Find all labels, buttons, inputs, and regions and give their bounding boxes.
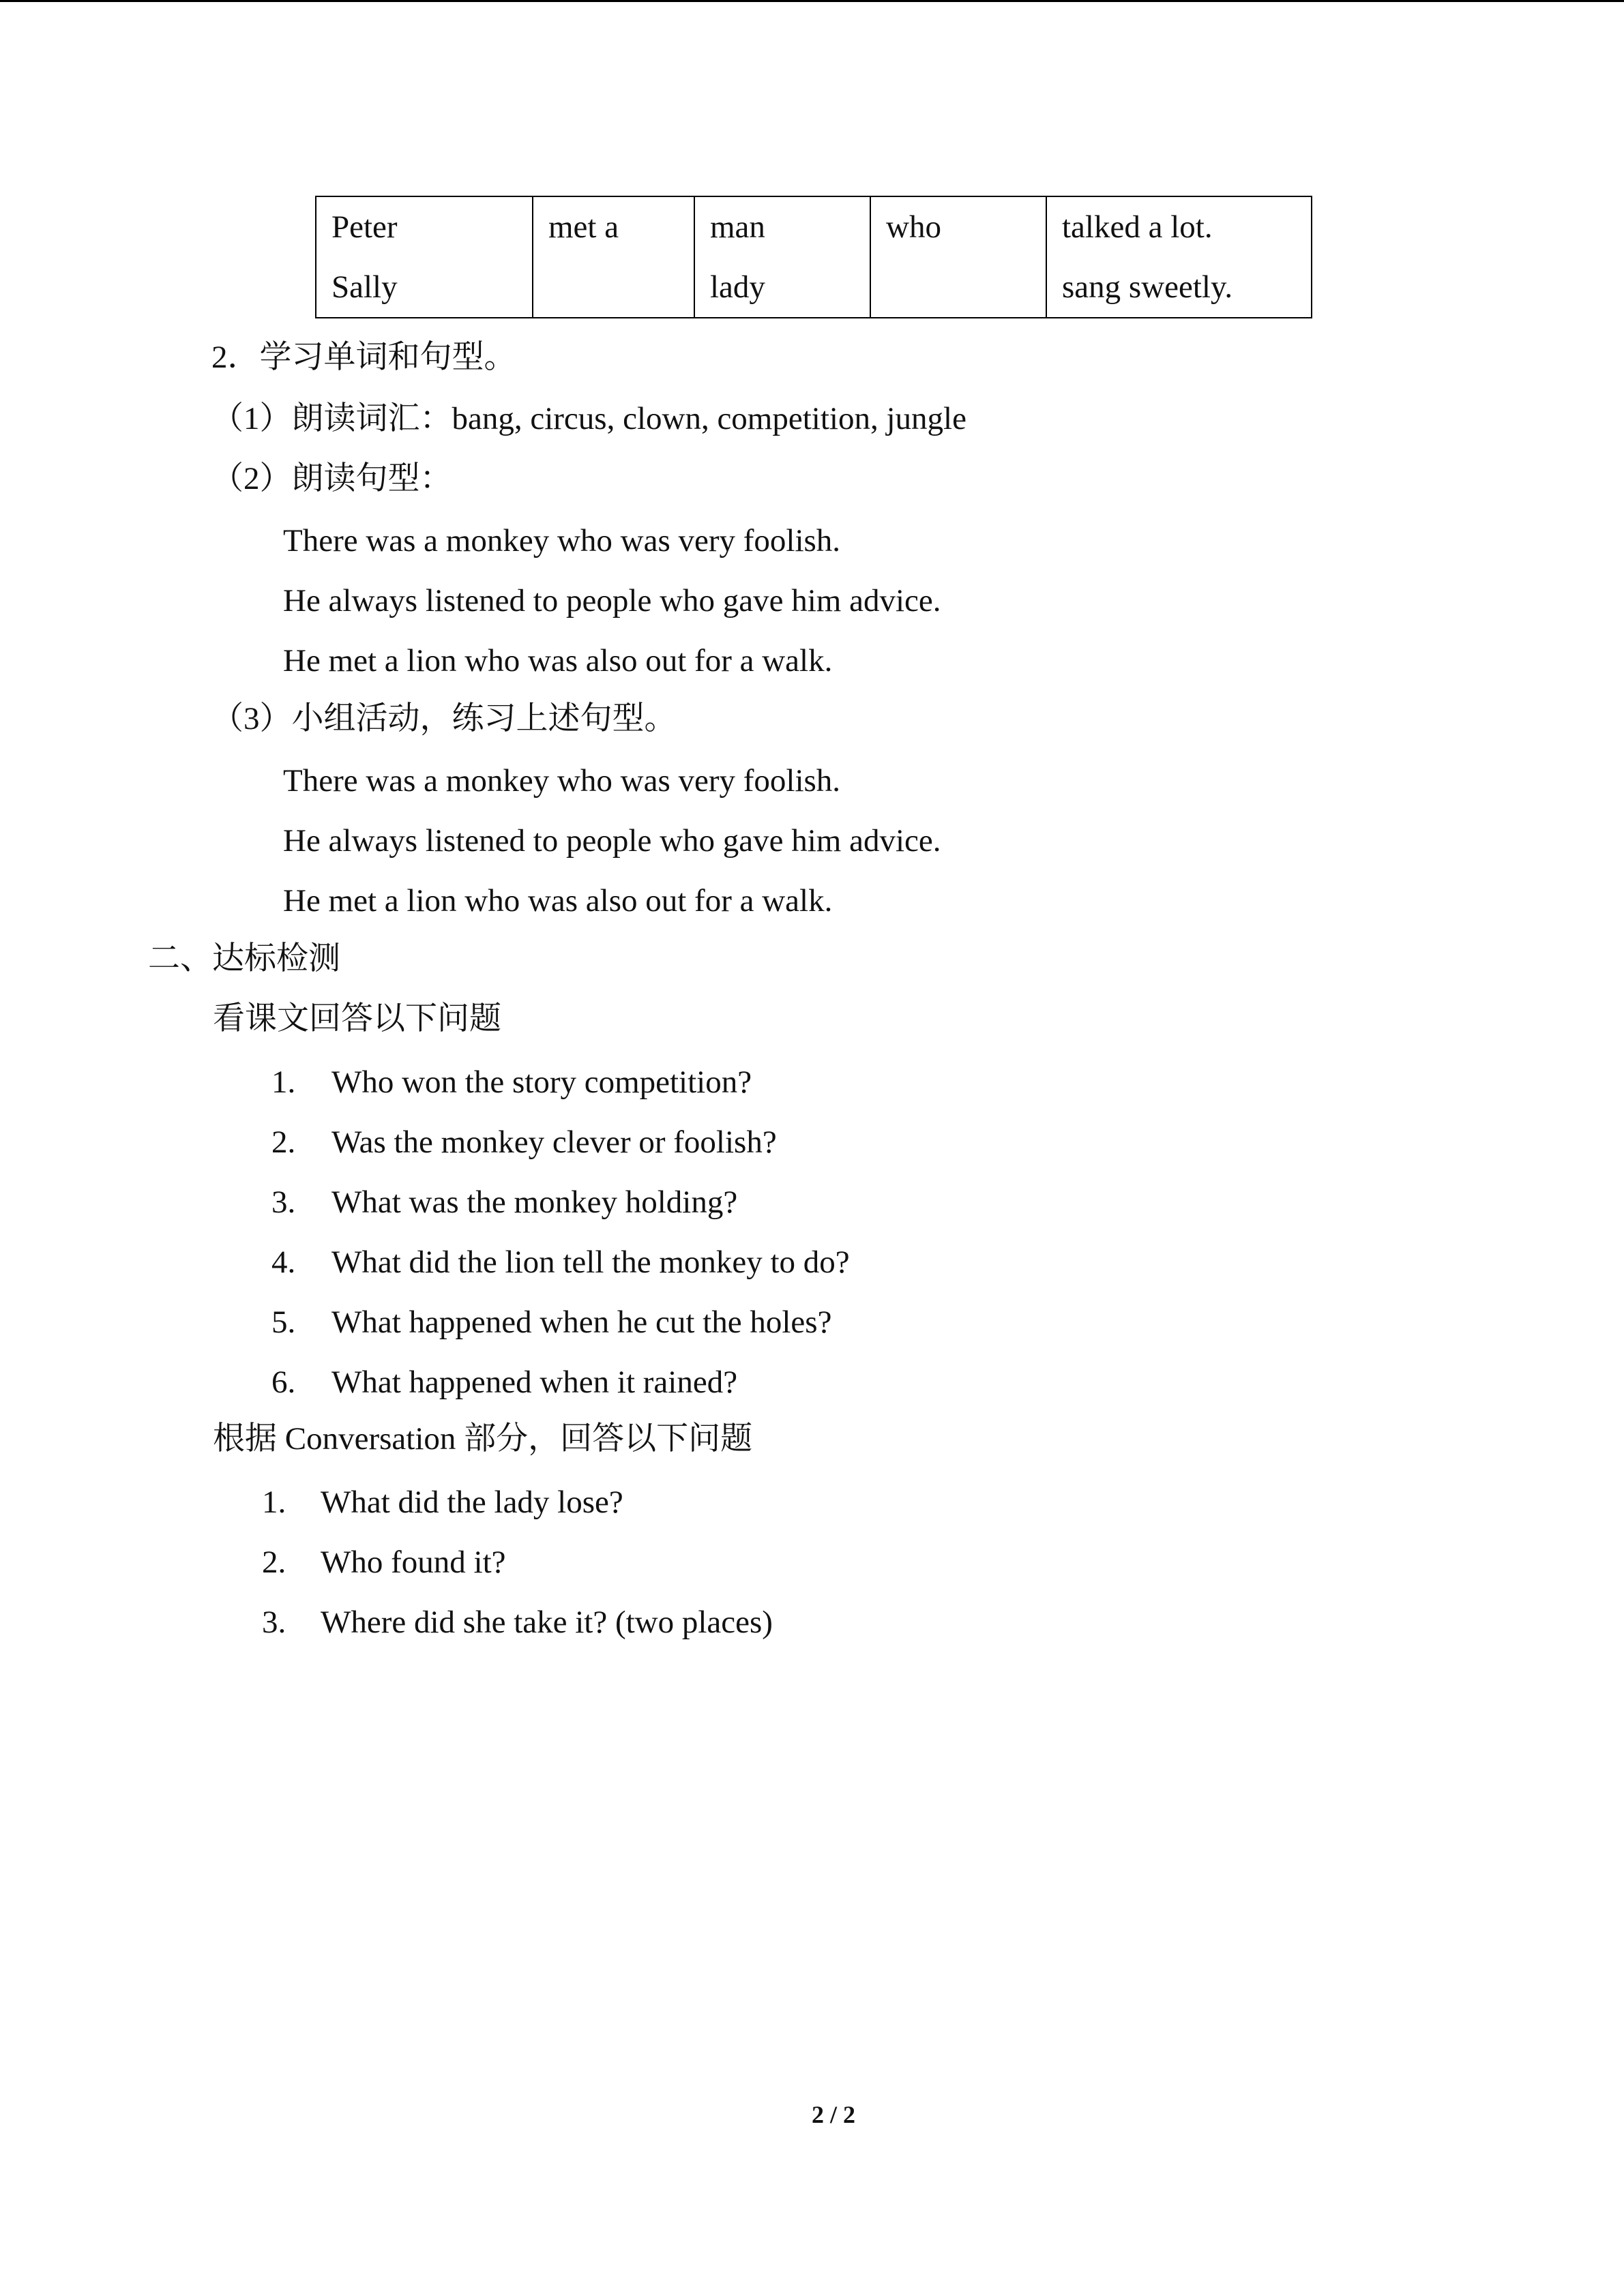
question-number: 1.	[262, 1485, 286, 1520]
table-cell-relative-pronoun	[870, 196, 1046, 318]
table-cell-clause	[1046, 196, 1312, 318]
question-text: What happened when it rained?	[331, 1365, 738, 1400]
question-text: What was the monkey holding?	[331, 1184, 738, 1220]
group-activity-heading: （3）小组活动，练习上述句型。	[211, 701, 677, 736]
top-rule	[0, 0, 1624, 2]
table-cell-subject	[316, 196, 533, 318]
question-text: What did the lady lose?	[321, 1485, 623, 1520]
table-row	[316, 196, 1312, 318]
pattern-sentence: He met a lion who was also out for a walk.	[283, 643, 833, 679]
table-cell-line: Peter	[331, 209, 398, 245]
table-cell-object	[694, 196, 870, 318]
text-questions-intro: 看课文回答以下问题	[213, 1001, 501, 1037]
question-text: Who found it?	[321, 1545, 506, 1580]
question-text: Where did she take it? (two places)	[321, 1605, 773, 1640]
table-cell-line: met a	[548, 209, 619, 245]
question-number: 3.	[262, 1605, 286, 1640]
question-number: 5.	[271, 1304, 296, 1340]
sentence-pattern-table	[315, 196, 1312, 318]
patterns-heading: （2）朗读句型：	[211, 461, 452, 496]
question-text: Was the monkey clever or foolish?	[331, 1124, 777, 1160]
question-number: 4.	[271, 1244, 296, 1280]
question-number: 2.	[271, 1124, 296, 1160]
question-text: Who won the story competition?	[331, 1064, 752, 1100]
page-number: 2 / 2	[812, 2101, 856, 2128]
question-number: 6.	[271, 1365, 296, 1400]
table-cell-line: talked a lot.	[1062, 209, 1213, 245]
pattern-sentence: He always listened to people who gave him advice.	[283, 823, 941, 859]
pattern-sentence: There was a monkey who was very foolish.	[283, 763, 841, 799]
table-cell-verb	[533, 196, 694, 318]
table-cell-line: man	[710, 209, 765, 245]
table-cell-line: sang sweetly.	[1062, 269, 1233, 305]
pattern-sentence: There was a monkey who was very foolish.	[283, 523, 841, 558]
table-cell-line: lady	[710, 269, 765, 305]
question-number: 3.	[271, 1184, 296, 1220]
question-number: 1.	[271, 1064, 296, 1100]
question-text: What happened when he cut the holes?	[331, 1304, 832, 1340]
table-cell-line: Sally	[331, 269, 398, 305]
vocabulary-line: （1）朗读词汇：bang, circus, clown, competition, jungle	[211, 401, 966, 436]
pattern-sentence: He always listened to people who gave him advice.	[283, 583, 941, 618]
table-cell-line: who	[886, 209, 941, 245]
question-text: What did the lion tell the monkey to do?	[331, 1244, 850, 1280]
question-number: 2.	[262, 1545, 286, 1580]
conversation-questions-intro: 根据 Conversation 部分，回答以下问题	[213, 1421, 753, 1457]
pattern-sentence: He met a lion who was also out for a walk.	[283, 883, 833, 919]
step2-heading: 2．学习单词和句型。	[211, 340, 516, 375]
section-heading: 二、达标检测	[148, 941, 340, 976]
